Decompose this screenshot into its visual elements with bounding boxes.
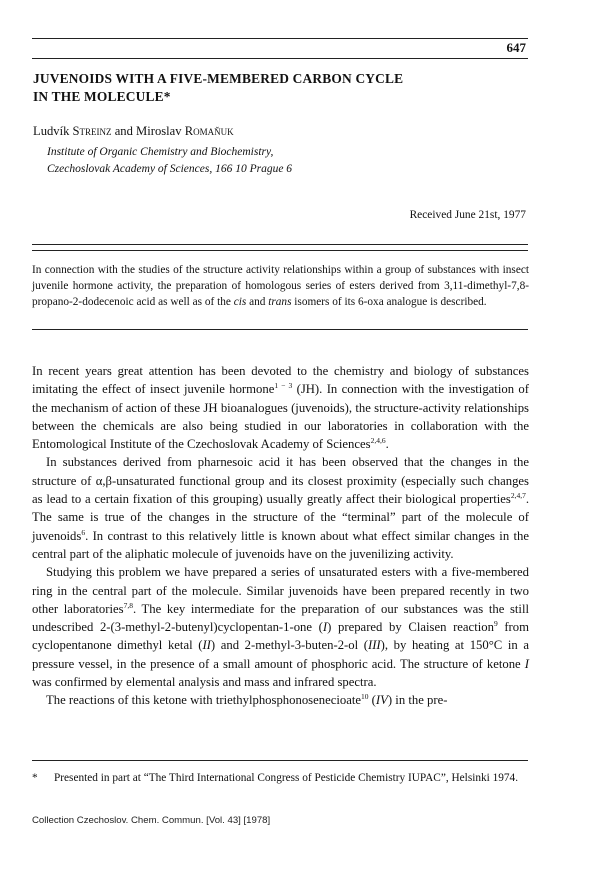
paragraph-2 bbox=[32, 453, 529, 563]
abstract-text-3: isomers of its 6-oxa analogue is described. bbox=[291, 296, 487, 308]
p3-text-f: ), by heating at 150°C in a pressure vessel, in the presence of a small amount of phosphoric acid. The structure of ketone bbox=[32, 638, 529, 671]
p1-text-b: (JH). In connection with the investigation of the mechanism of action of these JH bioanalogues (juvenoids), the structure-activity relationships between the chemicals are also being studied in our laboratories in collaboration with the Entomological Institute of the Czechoslovak Academy of Sciences bbox=[32, 382, 529, 452]
affiliation-line-1: Institute of Organic Chemistry and Biochemistry, bbox=[47, 146, 274, 158]
compound-label: III bbox=[367, 638, 381, 653]
compound-label: I bbox=[322, 620, 328, 635]
citation-ref: 2,4,7 bbox=[510, 491, 526, 501]
affiliation bbox=[47, 144, 292, 178]
abstract-rule-top-2 bbox=[32, 250, 528, 251]
footnote-rule bbox=[32, 760, 528, 761]
citation-ref: 10 bbox=[361, 692, 369, 702]
abstract-cis: cis bbox=[233, 296, 247, 308]
p2-text-b: . The same is true of the changes in the structure of the “terminal” part of the molecule of juvenoids bbox=[32, 492, 529, 543]
author-2-first: Miroslav bbox=[136, 124, 182, 138]
p4-text-b: ( bbox=[368, 693, 376, 708]
abstract-text-1: In connection with the studies of the structure activity relationships within a group of substances with insect juvenile hormone activity, the preparation of homologous series of esters derived from 3,11-dimethyl-7,8-propano-2-dodecenoic acid as well as of the bbox=[32, 264, 529, 308]
abstract-rule-bottom bbox=[32, 329, 528, 330]
paragraph-4 bbox=[32, 691, 529, 709]
p4-text-a: The reactions of this ketone with triethylphosphonosenecioate bbox=[46, 693, 361, 708]
p3-text-a: Studying this problem we have prepared a series of unsaturated esters with a five-membered ring in the central part of the molecule. Similar juvenoids have been prepared recently in two other laboratories bbox=[32, 565, 529, 616]
p1-text-a: In recent years great attention has been devoted to the chemistry and biology of substances imitating the effect of insect juvenile hormone bbox=[32, 364, 529, 397]
p3-text-d: from cyclopentanone dimethyl ketal ( bbox=[32, 620, 529, 653]
citation-ref: 9 bbox=[493, 619, 498, 629]
p3-text-g: was confirmed by elemental analysis and mass and infrared spectra. bbox=[32, 675, 377, 690]
citation-ref: 2,4,6 bbox=[370, 436, 386, 446]
body-text bbox=[32, 362, 529, 710]
title-line-2: IN THE MOLECULE* bbox=[33, 89, 171, 104]
article-title bbox=[33, 70, 503, 106]
footnote-marker: * bbox=[32, 772, 38, 784]
received-date: Received June 21st, 1977 bbox=[409, 209, 526, 221]
p2-text-c: . In contrast to this relatively little is known about what effect similar changes in the central part of the aliphatic molecule of juvenoids have on the juvenilizing activity. bbox=[32, 528, 529, 561]
author-line bbox=[33, 124, 234, 139]
affiliation-line-2: Czechoslovak Academy of Sciences, 166 10 Prague 6 bbox=[47, 163, 293, 175]
paragraph-1 bbox=[32, 362, 529, 453]
journal-citation: Collection Czechoslov. Chem. Commun. [Vol. 43] [1978] bbox=[32, 815, 271, 826]
author-and: and bbox=[114, 124, 133, 138]
footnote-text: Presented in part at “The Third International Congress of Pesticide Chemistry IUPAC”, Helsinki 1974. bbox=[54, 772, 519, 784]
footnote bbox=[32, 770, 529, 786]
citation-ref: 1 − 3 bbox=[274, 381, 293, 391]
header-rule bbox=[32, 38, 528, 39]
compound-label: II bbox=[202, 638, 211, 653]
citation-ref: 6 bbox=[81, 527, 86, 537]
p3-text-b: . The key intermediate for the preparation of our substances was the still undescribed 2-(3-methyl-2-butenyl)cyclopentan-1-one ( bbox=[32, 601, 529, 635]
abstract-rule-top bbox=[32, 244, 528, 245]
compound-label: IV bbox=[375, 693, 388, 708]
p3-text-c: ) prepared by Claisen reaction bbox=[327, 620, 494, 635]
abstract bbox=[32, 262, 529, 310]
header-rule-lower bbox=[32, 58, 528, 59]
compound-label: I bbox=[524, 656, 529, 671]
abstract-trans: trans bbox=[268, 296, 292, 308]
p3-text-e: ) and 2-methyl-3-buten-2-ol ( bbox=[210, 638, 368, 653]
paragraph-3 bbox=[32, 563, 529, 691]
author-2-last: Romaňuk bbox=[184, 124, 234, 138]
p2-text-a: In substances derived from pharnesoic acid it has been observed that the changes in the structure of α,β-unsaturated functional group and its closest proximity (especially such changes as lead to a certain fixation of this grouping) usually greatly affect their biological properties bbox=[32, 455, 529, 507]
title-line-1: JUVENOIDS WITH A FIVE-MEMBERED CARBON CYCLE bbox=[33, 71, 404, 86]
citation-ref: 7,8 bbox=[123, 600, 133, 610]
page-number: 647 bbox=[506, 40, 526, 55]
abstract-text-2: and bbox=[246, 296, 269, 308]
author-1-first: Ludvík bbox=[33, 124, 70, 138]
p4-text-c: ) in the pre- bbox=[387, 693, 448, 708]
author-1-last: Streinz bbox=[72, 124, 112, 138]
p1-text-c: . bbox=[385, 437, 389, 452]
